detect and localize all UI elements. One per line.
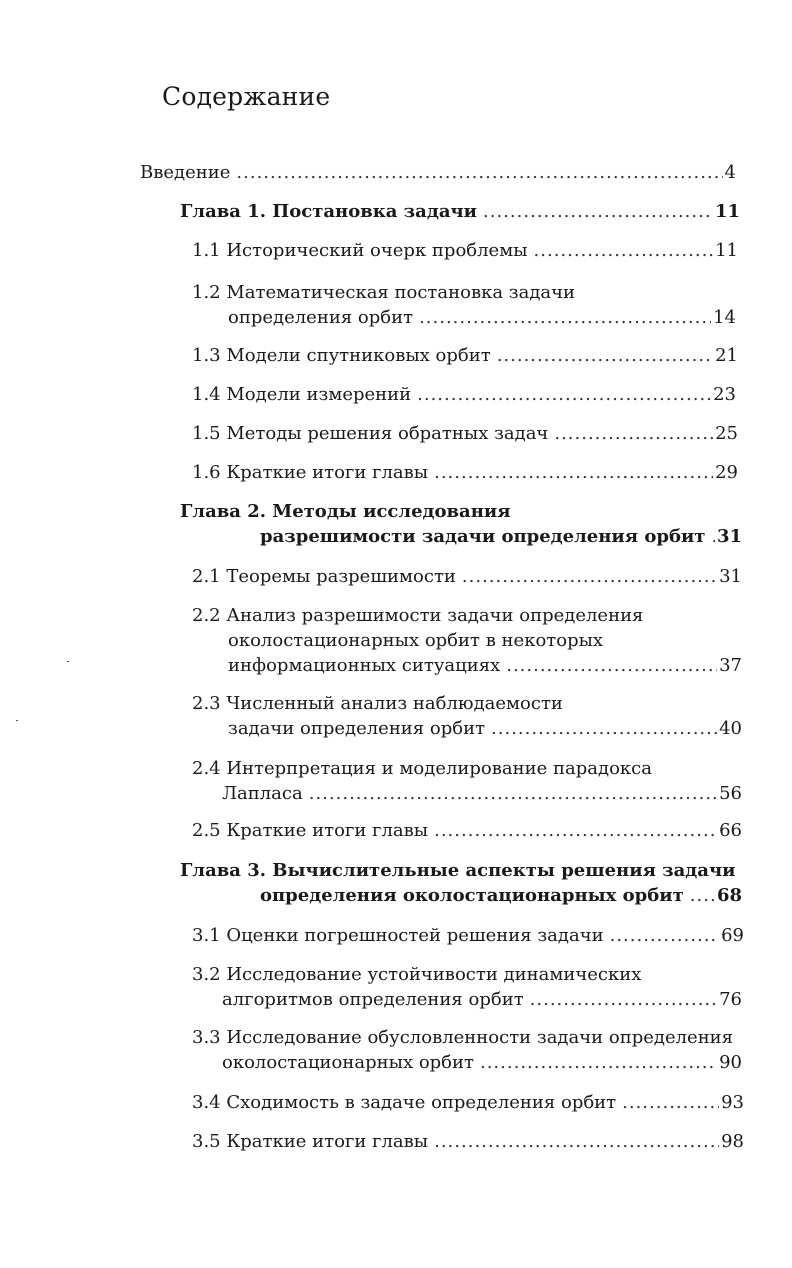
page-number: 66 [719,820,742,841]
section-title: 2.5 Краткие итоги главы [192,820,429,841]
section-title-cont: алгоритмов определения орбит [222,989,524,1010]
toc-section-2-4[interactable] [192,756,742,806]
toc-chapter-2[interactable] [180,499,742,549]
dot-leader [462,564,717,589]
section-title: 3.2 Исследование устойчивости динамических [192,964,642,985]
dot-leader [711,524,714,549]
page-title: Содержание [162,82,331,111]
page-number: 56 [719,783,742,804]
chapter-title: Глава 2. Методы исследования [180,501,511,522]
toc-section-1-6[interactable] [192,460,738,485]
toc-section-1-1[interactable] [192,238,738,263]
chapter-title: Глава 1. Постановка задачи [180,201,478,222]
dot-leader [690,883,715,908]
page-number: 31 [716,526,742,547]
page-number: 31 [719,566,742,587]
page-number: 4 [724,162,736,183]
toc-section-1-2[interactable] [192,280,736,330]
dot-leader [417,382,711,407]
dot-leader [610,923,719,948]
section-title: 1.1 Исторический очерк проблемы [192,240,528,261]
page-number: 76 [719,989,742,1010]
page-number: 68 [716,885,742,906]
toc-section-3-3[interactable] [192,1025,742,1075]
toc-section-3-1[interactable] [192,923,744,948]
section-title-cont: информационных ситуациях [228,655,501,676]
page-number: 25 [715,423,738,444]
toc-section-2-3[interactable] [192,691,742,741]
toc-entry-intro[interactable] [140,160,736,185]
dot-leader [497,343,713,368]
section-title-cont: околостационарных орбит [222,1052,474,1073]
dot-leader [554,421,713,446]
section-title: 3.5 Краткие итоги главы [192,1131,429,1152]
section-title: 2.3 Численный анализ наблюдаемости [192,693,563,714]
toc-section-1-5[interactable] [192,421,738,446]
page-number: 93 [721,1092,744,1113]
page-number: 21 [715,345,738,366]
toc-section-2-5[interactable] [192,818,742,843]
page-number: 40 [719,718,742,739]
dot-leader [434,818,717,843]
section-title: 3.3 Исследование обусловленности задачи определения [192,1027,734,1048]
dot-leader [622,1090,719,1115]
entry-title: Введение [140,162,231,183]
dot-leader [480,1050,717,1075]
dot-leader [309,781,717,806]
section-title-cont: Лапласа [222,783,303,804]
section-title-cont: определения орбит [228,307,414,328]
section-title: 1.5 Методы решения обратных задач [192,423,549,444]
dot-leader [530,987,717,1012]
toc-section-1-4[interactable] [192,382,736,407]
scan-speck [16,720,18,721]
chapter-title-cont: определения околостационарных орбит [260,885,684,906]
toc-section-3-2[interactable] [192,962,742,1012]
page-number: 37 [719,655,742,676]
section-title: 1.2 Математическая постановка задачи [192,282,576,303]
toc-section-3-5[interactable] [192,1129,744,1154]
page-number: 98 [721,1131,744,1152]
section-title: 1.6 Краткие итоги главы [192,462,429,483]
chapter-title-cont: разрешимости задачи определения орбит [260,526,706,547]
page-number: 11 [715,240,738,261]
page-number: 90 [719,1052,742,1073]
toc-section-1-3[interactable] [192,343,738,368]
page-number: 14 [713,307,736,328]
page-number: 11 [714,201,740,222]
dot-leader [419,305,711,330]
dot-leader [534,238,714,263]
section-title: 3.4 Сходимость в задаче определения орбит [192,1092,617,1113]
section-title: 2.2 Анализ разрешимости задачи определения [192,605,644,626]
dot-leader [434,1129,719,1154]
section-title-cont: околостационарных орбит в некоторых [228,630,604,651]
dot-leader [483,199,713,224]
toc-section-2-2[interactable] [192,603,742,678]
page-number: 69 [721,925,744,946]
dot-leader [491,716,717,741]
dot-leader [506,653,717,678]
section-title: 1.4 Модели измерений [192,384,412,405]
toc-chapter-3[interactable] [180,858,742,908]
section-title: 2.4 Интерпретация и моделирование парадокса [192,758,652,779]
scan-speck [67,661,69,662]
section-title: 3.1 Оценки погрешностей решения задачи [192,925,604,946]
section-title-cont: задачи определения орбит [228,718,486,739]
page-number: 29 [715,462,738,483]
page-number: 23 [713,384,736,405]
section-title: 1.3 Модели спутниковых орбит [192,345,491,366]
section-title: 2.1 Теоремы разрешимости [192,566,456,587]
dot-leader [434,460,713,485]
toc-section-2-1[interactable] [192,564,742,589]
dot-leader [236,160,722,185]
toc-section-3-4[interactable] [192,1090,744,1115]
toc-chapter-1[interactable] [180,199,740,224]
chapter-title: Глава 3. Вычислительные аспекты решения задачи [180,860,736,881]
